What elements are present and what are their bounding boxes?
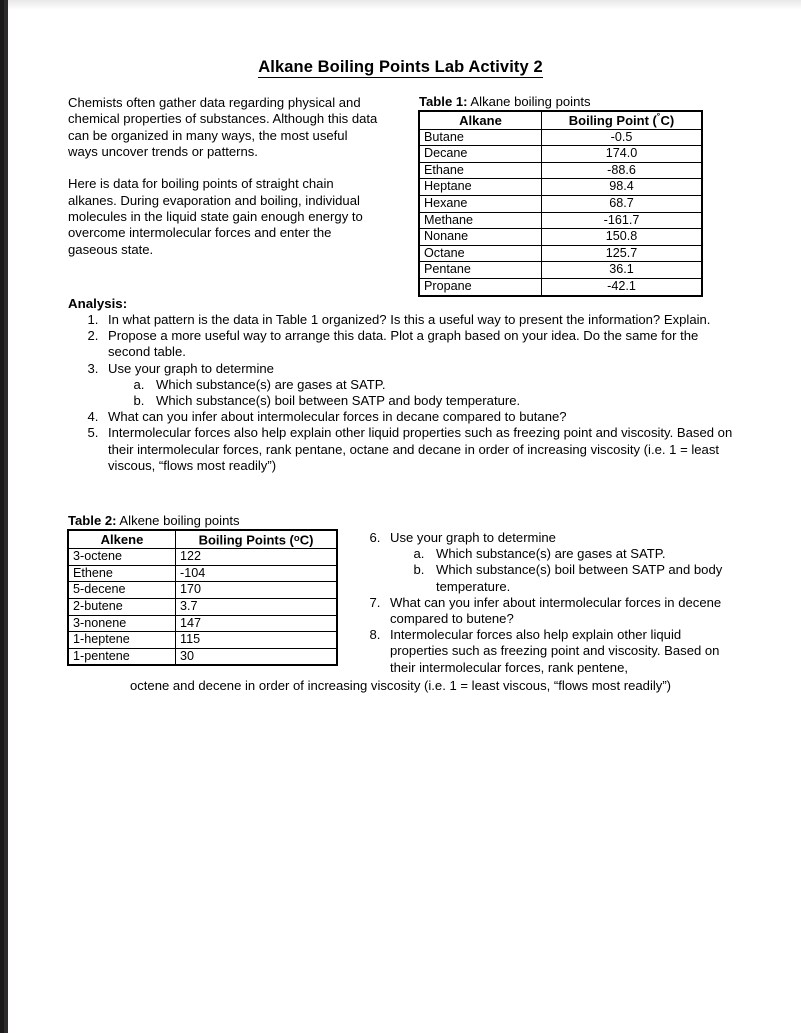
cell-boiling-point: -104 [176, 565, 337, 582]
cell-substance-name: 3-octene [69, 549, 176, 566]
analysis-question-list-2 [352, 530, 740, 676]
table1-header-boiling-point [542, 112, 702, 130]
intro-paragraph-2: Here is data for boiling points of straight chain alkanes. During evaporation and boiling, individual molecules in the liquid state gain enough energy to overcome intermolecular forces and enter the gaseous state. [68, 176, 363, 257]
cell-substance-name: Ethane [420, 162, 542, 179]
question-8: 8. Intermolecular forces also help explain other liquid properties such as freezing point and viscosity. Based on their intermolecular forces, rank pentene, [384, 627, 740, 676]
cell-boiling-point: 3.7 [176, 598, 337, 615]
cell-boiling-point: -42.1 [542, 279, 702, 296]
cell-boiling-point: 68.7 [542, 196, 702, 213]
cell-substance-name: Decane [420, 146, 542, 163]
cell-substance-name: 5-decene [69, 582, 176, 599]
analysis-question-list [68, 312, 740, 474]
page-title-text: Alkane Boiling Points Lab Activity 2 [258, 58, 543, 76]
cell-substance-name: Pentane [420, 262, 542, 279]
table2-header-alkene: Alkene [69, 531, 176, 549]
table2-caption [68, 513, 336, 528]
cell-substance-name: 1-pentene [69, 648, 176, 665]
cell-boiling-point: 36.1 [542, 262, 702, 279]
question-3-text: Use your graph to determine [108, 360, 274, 376]
table1-header-alkane: Alkane [420, 112, 542, 130]
cell-substance-name: Hexane [420, 196, 542, 213]
question-6 [384, 530, 740, 595]
table-row [69, 648, 337, 665]
table2-header-bp-text: Boiling Points ( [198, 532, 294, 548]
degree-ring-icon: ˚ [656, 113, 661, 125]
question-7: 7. What can you infer about intermolecular forces in decene compared to butene? [384, 595, 740, 627]
table2-block [68, 513, 336, 665]
table-row [420, 279, 702, 296]
table1-block [419, 94, 701, 296]
cell-substance-name: Heptane [420, 179, 542, 196]
question-5: 5. Intermolecular forces also help explain other liquid properties such as freezing point and viscosity. Based on their intermolecular forces, rank pentane, octane and decane in order of increasing viscosity (i.e. 1 = least viscous, “flows most readily”) [102, 425, 740, 474]
table1-header-bp-unit: C) [660, 113, 675, 129]
table2-header-row [69, 531, 337, 549]
question-2: 2. Propose a more useful way to arrange this data. Plot a graph based on your idea. Do the same for the second table. [102, 328, 740, 360]
table-row [420, 245, 702, 262]
table1-caption-text: Alkane boiling points [467, 94, 591, 109]
question-8-continuation: octene and decene in order of increasing viscosity (i.e. 1 = least viscous, “flows most readily”) [129, 678, 672, 693]
cell-substance-name: Methane [420, 212, 542, 229]
table-row [69, 565, 337, 582]
table2-header-bp-unit: C) [299, 532, 314, 548]
question-6a: a. Which substance(s) are gases at SATP. [428, 546, 740, 562]
cell-substance-name: Nonane [420, 229, 542, 246]
table1-caption [419, 94, 701, 109]
cell-boiling-point: 170 [176, 582, 337, 599]
cell-boiling-point: -88.6 [542, 162, 702, 179]
question-3-sublist [108, 377, 740, 409]
cell-substance-name: Propane [420, 279, 542, 296]
table-row [69, 615, 337, 632]
question-4: 4. What can you infer about intermolecular forces in decane compared to butane? [102, 409, 740, 425]
table-row [420, 196, 702, 213]
cell-boiling-point: -0.5 [542, 129, 702, 146]
cell-boiling-point: 115 [176, 632, 337, 649]
cell-substance-name: 2-butene [69, 598, 176, 615]
cell-boiling-point: -161.7 [542, 212, 702, 229]
intro-paragraph-1: Chemists often gather data regarding physical and chemical properties of substances. Although this data can be organized in many ways, the most useful ways uncover trends or patterns. [68, 95, 378, 159]
cell-boiling-point: 147 [176, 615, 337, 632]
table2-caption-label: Table 2: [68, 513, 117, 528]
table-row [420, 212, 702, 229]
table-row [69, 582, 337, 599]
cell-substance-name: 3-nonene [69, 615, 176, 632]
table-row [420, 162, 702, 179]
scan-edge-artifact-secondary [4, 0, 8, 1033]
table2-caption-text: Alkene boiling points [116, 513, 240, 528]
question-6-text: Use your graph to determine [390, 530, 556, 545]
cell-substance-name: Butane [420, 129, 542, 146]
page-title [0, 58, 801, 77]
cell-substance-name: 1-heptene [69, 632, 176, 649]
analysis-ordered-list-2 [352, 530, 740, 676]
table1-header-bp-text: Boiling Point ( [568, 113, 657, 129]
cell-boiling-point: 122 [176, 549, 337, 566]
table-row [69, 632, 337, 649]
table1 [419, 111, 702, 296]
table-row [420, 262, 702, 279]
table-row [420, 179, 702, 196]
question-3a: a. Which substance(s) are gases at SATP. [148, 377, 740, 393]
question-3 [102, 361, 740, 410]
table2 [68, 530, 337, 665]
cell-boiling-point: 98.4 [542, 179, 702, 196]
intro-text-block [68, 95, 380, 258]
cell-boiling-point: 125.7 [542, 245, 702, 262]
question-6b: b. Which substance(s) boil between SATP and body temperature. [428, 562, 740, 594]
table2-body [69, 549, 337, 665]
degree-o-icon: o [293, 533, 300, 544]
table2-header-boiling-points [176, 531, 337, 549]
table-row [69, 549, 337, 566]
table-row [420, 129, 702, 146]
cell-substance-name: Octane [420, 245, 542, 262]
scan-top-shadow [8, 0, 801, 10]
table1-caption-label: Table 1: [419, 94, 468, 109]
table-row [420, 146, 702, 163]
question-3b: b. Which substance(s) boil between SATP and body temperature. [148, 393, 740, 409]
cell-boiling-point: 30 [176, 648, 337, 665]
table1-body [420, 129, 702, 295]
table-row [69, 598, 337, 615]
table1-header-row [420, 112, 702, 130]
cell-substance-name: Ethene [69, 565, 176, 582]
table-row [420, 229, 702, 246]
analysis-heading: Analysis: [68, 296, 128, 311]
cell-boiling-point: 150.8 [542, 229, 702, 246]
analysis-ordered-list [68, 312, 740, 474]
question-6-sublist [390, 546, 740, 595]
cell-boiling-point: 174.0 [542, 146, 702, 163]
question-1: 1. In what pattern is the data in Table 1 organized? Is this a useful way to present the information? Explain. [102, 312, 740, 328]
